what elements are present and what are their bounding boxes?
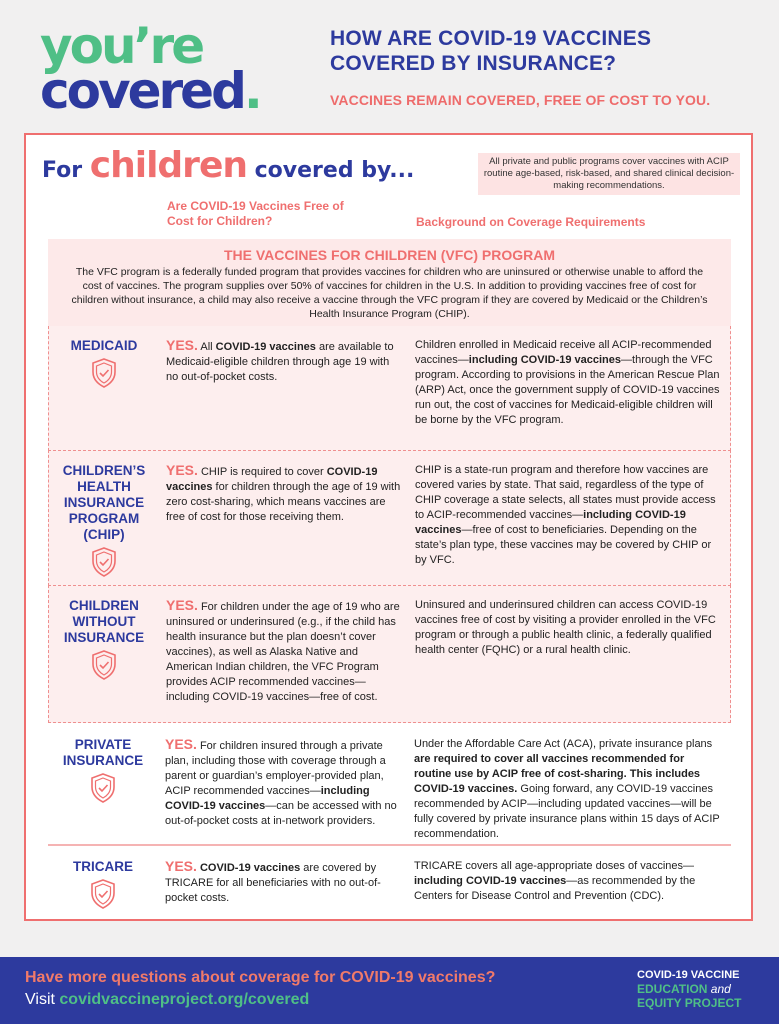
row-background: Uninsured and underinsured children can access COVID-19 vaccines free of cost by visiting a provider enrolled in the VFC program or through a public health clinic, a federally qualified health center (FQHC) or a rural health clinic.	[415, 599, 716, 656]
footer-question: Have more questions about coverage for COVID-19 vaccines?	[25, 969, 496, 986]
row-label: MEDICAID	[49, 338, 159, 388]
row-background: Under the Affordable Care Act (ACA), private insurance plans are required to cover all vaccines recommended for routine use by ACIP free of cost-sharing. This includes COVID-19 vaccines. Going forward, any COVID-19 vaccines recommended by ACIP—including updated vaccines—will be fully covered by private insurance plans within 15 days of ACIP recommendation.	[414, 738, 720, 840]
row-background: Children enrolled in Medicaid receive all ACIP-recommended vaccines—including COVID-19 vaccines—through the VFC program. According to provisions in the American Rescue Plan (ARP) Act, once the government supply of COVID-19 vaccines run out, the cost of vaccines for Medicaid-eligible children will be borne by the VFC program.	[415, 339, 720, 426]
page-title: HOW ARE COVID-19 VACCINES COVERED BY INSURANCE?	[330, 27, 652, 75]
footer-url-link[interactable]: covidvaccineproject.org/covered	[59, 991, 310, 1008]
row-divider	[48, 844, 731, 846]
acip-note: All private and public programs cover vaccines with ACIP routine age-based, risk-based, and shared clinical decision-making recommendations.	[478, 153, 740, 195]
row-label: PRIVATE INSURANCE	[48, 737, 158, 803]
page-subtitle: VACCINES REMAIN COVERED, FREE OF COST TO YOU.	[330, 92, 711, 108]
shield-check-icon	[90, 773, 116, 803]
table-row-medicaid	[48, 326, 731, 451]
footer-visit: Visit covidvaccineproject.org/covered	[25, 991, 310, 1008]
row-background: TRICARE covers all age-appropriate doses of vaccines—including COVID-19 vaccines—as recommended by the Centers for Disease Control and Prevention (CDC).	[414, 860, 696, 902]
row-label: CHILDREN’S HEALTH INSURANCE PROGRAM (CHIP)	[49, 463, 159, 577]
table-row-children-without-insurance	[48, 585, 731, 723]
coverage-card	[24, 133, 753, 921]
shield-check-icon	[91, 547, 117, 577]
page-footer	[0, 957, 779, 1024]
logo-line-1: you’re	[40, 17, 203, 75]
row-answer: YES. For children insured through a private plan, including those with coverage through a parent or guardian’s employer-provided plan, ACIP recommended vaccines—including COVID-19 vaccines—can be accessed with no out-of-pocket costs at in-network providers.	[165, 736, 397, 827]
row-answer: YES. COVID-19 vaccines are covered by TRICARE for all beneficiaries with no out-of-pocket costs.	[165, 858, 381, 904]
shield-check-icon	[91, 358, 117, 388]
row-label: TRICARE	[48, 859, 158, 909]
column-header-background: Background on Coverage Requirements	[416, 215, 646, 229]
row-answer: YES. All COVID-19 vaccines are available to Medicaid-eligible children through age 19 with no out-of-pocket costs.	[166, 337, 394, 383]
shield-check-icon	[91, 650, 117, 680]
project-brand: COVID-19 VACCINE EDUCATION and EQUITY PROJECT	[637, 969, 742, 1010]
shield-check-icon	[90, 879, 116, 909]
table-row-chip	[48, 450, 731, 586]
row-background: CHIP is a state-run program and therefore how vaccines are covered varies by state. That said, regardless of the type of CHIP coverage a state selects, all states must provide access to ACIP-recommended vaccines—including COVID-19 vaccines—free of cost to beneficiaries. Depending on the state’s plan type, these vaccines may be covered by CHIP or by VFC.	[415, 464, 716, 566]
youre-covered-logo	[40, 17, 260, 120]
section-title: For children covered by...	[42, 145, 415, 186]
page-header	[0, 0, 779, 125]
logo-line-2: covered.	[40, 62, 260, 120]
vfc-description: The VFC program is a federally funded program that provides vaccines for children who are uninsured or otherwise unable to afford the cost of vaccines. The program supplies over 50% of vaccines for children in the U.S. In addition to providing vaccines free of cost for children without insurance, a child may also receive a vaccine through the VFC program if they are covered by Medicaid or the Children’s Health Insurance Program (CHIP).	[71, 266, 708, 320]
table-row-private-insurance	[48, 725, 731, 843]
vfc-program-box	[48, 239, 731, 326]
row-answer: YES. CHIP is required to cover COVID-19 vaccines for children through the age of 19 with zero cost-sharing, which means vaccines are free of cost for those receiving them.	[166, 462, 401, 523]
row-label: CHILDREN WITHOUT INSURANCE	[49, 598, 159, 680]
column-header-free-of-cost: Are COVID-19 Vaccines Free of Cost for Children?	[167, 199, 344, 228]
row-answer: YES. For children under the age of 19 who are uninsured or underinsured (e.g., if the child has health insurance but the plan doesn’t cover vaccines), as well as Alaska Native and American Indian children, the VFC Program provides ACIP recommended vaccines—including COVID-19 vaccines—free of cost.	[166, 597, 400, 703]
vfc-title: THE VACCINES FOR CHILDREN (VFC) PROGRAM	[223, 247, 556, 263]
table-row-tricare	[48, 847, 731, 917]
